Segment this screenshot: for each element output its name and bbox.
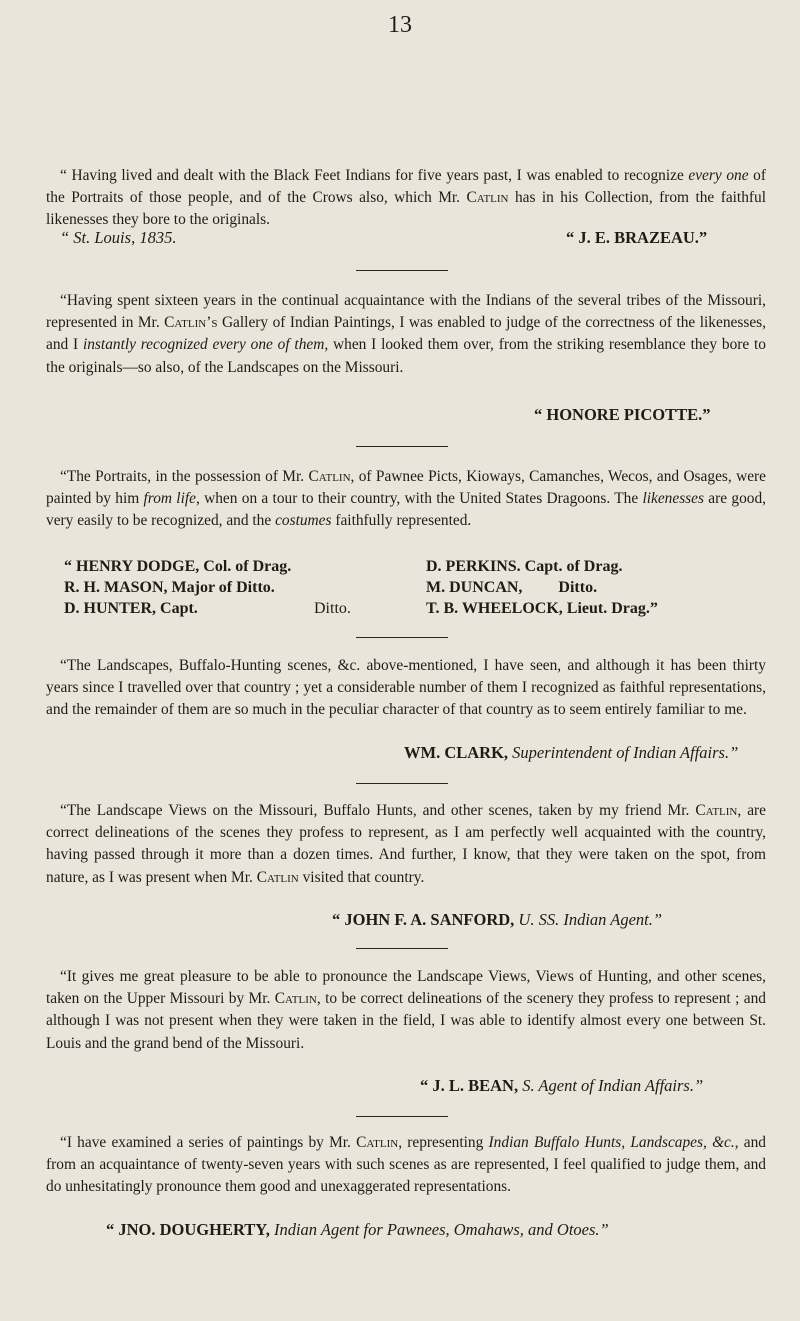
signature-sanford: “ JOHN F. A. SANFORD, U. SS. Indian Agent.” — [332, 910, 663, 929]
divider-rule — [356, 270, 448, 271]
testimonial-text: “ Having lived and dealt with the Black Feet Indians for five years past, I was enabled to recognize every one of the Portraits of those people, and of the Crows also, which Mr. Catlin has in his Collection, from the faithful likenesses they bore to the originals. — [46, 167, 767, 229]
signer-row: R. H. MASON, Major of Ditto. M. DUNCAN, Ditto. — [64, 579, 598, 596]
testimonial-text: “The Landscapes, Buffalo-Hunting scenes, &c. above-mentioned, I have seen, and although it has been thirty years since I travelled over that country ; yet a considerable number of them I recognized as faithful representations, and the remainder of them are so much in the peculiar character of that country as to seem entirely familiar to me. — [46, 657, 766, 719]
testimonial-text: “I have examined a series of paintings by Mr. Catlin, representing Indian Buffalo Hunts, Landscapes, &c., and from an acquaintance of twenty-seven years with such scenes as are represented, I feel qualified to judge them, and do unhesitatingly pronounce them good and unexaggerated representations. — [46, 1134, 767, 1196]
signature-brazeau: “ J. E. BRAZEAU.” — [566, 228, 708, 247]
signer-row: D. HUNTER, Capt. Ditto. T. B. WHEELOCK, Lieut. Drag.” — [64, 600, 658, 617]
testimonial-dragoons — [46, 466, 766, 533]
divider-rule — [356, 948, 448, 949]
testimonial-brazeau — [46, 165, 766, 232]
page-number: 13 — [388, 12, 412, 38]
testimonial-sanford — [46, 800, 766, 889]
testimonial-bean — [46, 966, 766, 1055]
testimonial-text: “The Portraits, in the possession of Mr. Catlin, of Pawnee Picts, Kioways, Camanches, Wecos, and Osages, were painted by him from life, when on a tour to their country, with the United States Dragoons. The likenesses are good, very easily to be recognized, and the costumes faithfully represented. — [46, 468, 766, 530]
testimonial-text: “The Landscape Views on the Missouri, Buffalo Hunts, and other scenes, taken by my friend Mr. Catlin, are correct delineations of the scenes they profess to represent, as I am perfectly well acquainted with the country, having passed through it more than a dozen times. And further, I know, that they were taken on the spot, from nature, as I was present when Mr. Catlin visited that country. — [46, 802, 766, 886]
testimonial-dougherty — [46, 1132, 766, 1199]
testimonial-clark — [46, 655, 766, 722]
divider-rule — [356, 446, 448, 447]
divider-rule — [356, 1116, 448, 1117]
signature-bean: “ J. L. BEAN, S. Agent of Indian Affairs.” — [420, 1076, 704, 1095]
dragoon-signers — [64, 556, 784, 619]
signature-dougherty: “ JNO. DOUGHERTY, Indian Agent for Pawnees, Omahaws, and Otoes.” — [106, 1220, 609, 1239]
signature-picotte: “ HONORE PICOTTE.” — [534, 405, 711, 424]
testimonial-text: “It gives me great pleasure to be able to pronounce the Landscape Views, Views of Hunting, and other scenes, taken on the Upper Missouri by Mr. Catlin, to be correct delineations of the scenery they profess to represent ; and although I was not present when they were taken in the field, I was able to identify almost every one between St. Louis and the grand bend of the Missouri. — [46, 968, 766, 1052]
testimonial-text: “Having spent sixteen years in the continual acquaintance with the Indians of the several tribes of the Missouri, represented in Mr. Catlin’s Gallery of Indian Paintings, I was enabled to judge of the correctness of the likenesses, and I instantly recognized every one of them, when I looked them over, from the striking resemblance they bore to the originals—so also, of the Landscapes on the Missouri. — [46, 292, 766, 376]
divider-rule — [356, 783, 448, 784]
divider-rule — [356, 637, 448, 638]
signer-row: “ HENRY DODGE, Col. of Drag. D. PERKINS. Capt. of Drag. — [64, 558, 623, 575]
testimonial-picotte — [46, 290, 766, 379]
place-date: “ St. Louis, 1835. — [60, 228, 177, 247]
signature-clark: WM. CLARK, Superintendent of Indian Affairs.” — [404, 743, 739, 762]
